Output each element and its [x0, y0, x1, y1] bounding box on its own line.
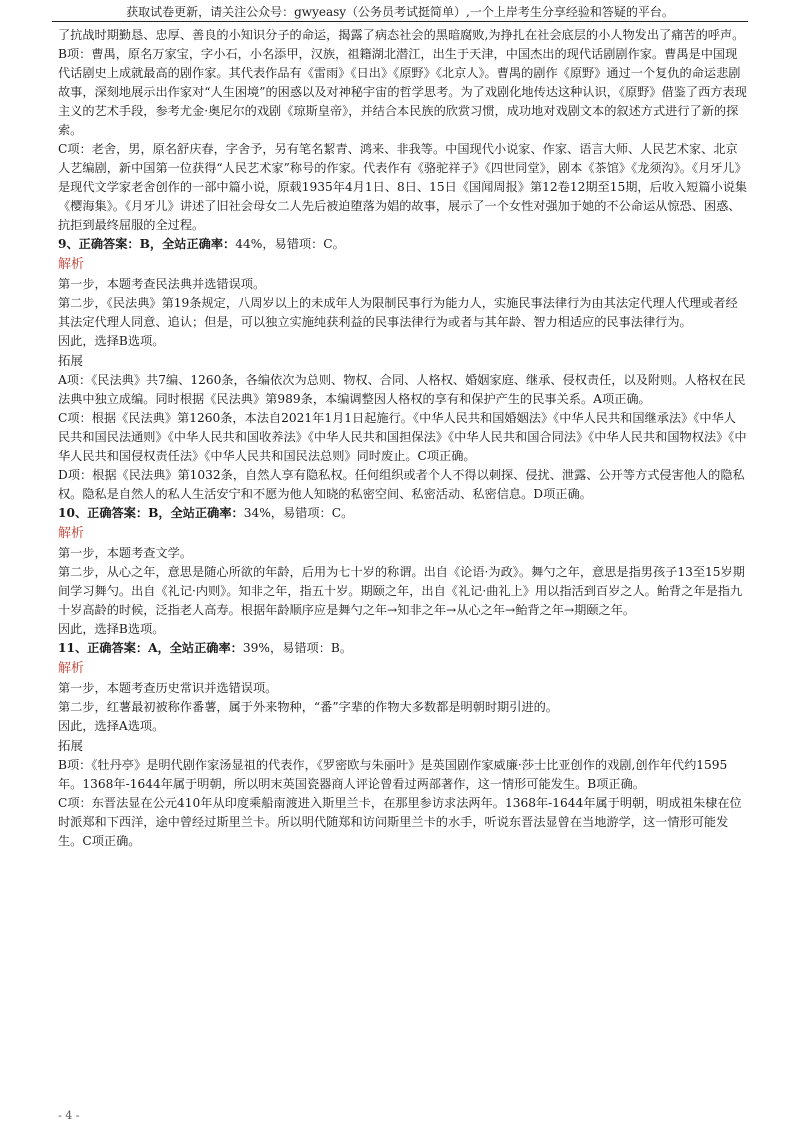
analysis-heading: 解析	[58, 257, 85, 272]
paragraph: 因此，选择A选项。	[58, 719, 165, 733]
paragraph: 了抗战时期勤恳、忠厚、善良的小知识分子的命运，揭露了病态社会的黑暗腐败,为挣扎在社会底层的小人物发出了痛苦的呼声。	[58, 28, 745, 42]
analysis-heading: 解析	[58, 526, 85, 541]
analysis-heading: 解析	[58, 661, 85, 676]
answer-accuracy-label: B，全站正确率：	[139, 237, 236, 251]
answer-line	[58, 504, 748, 523]
paragraph: D项：根据《民法典》第1032条，自然人享有隐私权。任何组织或者个人不得以刺探、侵扰、泄露、公开等方式侵害他人的隐私权。隐私是自然人的私人生活安宁和不愿为他人知晓的私密空间、私密活动、私密信息。D项正确。	[58, 468, 745, 501]
answer-accuracy-label: A，全站正确率：	[148, 641, 243, 655]
page-header: 获取试卷更新，请关注公众号：gwyeasy（公务员考试挺简单）,一个上岸考生分享经验和答疑的平台。	[126, 5, 674, 19]
paragraph: 第一步，本题考查文学。	[58, 546, 193, 560]
paragraph: B项：曹禺，原名万家宝，字小石，小名添甲，汉族，祖籍湖北潜江，出生于天津，中国杰出的现代话剧剧作家。曹禺是中国现代话剧史上成就最高的剧作家。其代表作品有《雷雨》《日出》《原野》《北京人》。曹禺的剧作《原野》通过一个复仇的命运悲剧故事，深刻地展示出作家对“人生困境”的困惑以及对神秘宇宙的哲学思考。为了戏剧化地传达这种认识，《原野》借鉴了西方表现主义的艺术手段，参考尤金·奥尼尔的戏剧《琼斯皇帝》，并结合本民族的欣赏习惯，成功地对戏剧文本的叙述方式进行了新的探索。	[58, 47, 747, 137]
answer-label: 10、正确答案：	[58, 506, 149, 520]
paragraph: B项：《牡丹亭》是明代剧作家汤显祖的代表作，《罗密欧与朱丽叶》是英国剧作家威廉·莎士比亚创作的戏剧,创作年代约1595年。1368年-1644年属于明朝，所以明末英国瓷器商人评论曾看过两部著作，这一情形可能发生。B项正确。	[58, 758, 728, 791]
paragraph: 因此，选择B选项。	[58, 622, 165, 636]
answer-line	[58, 235, 748, 254]
paragraph: 第一步，本题考查历史常识并选错误项。	[58, 681, 278, 695]
extension-heading: 拓展	[58, 353, 84, 368]
paragraph: C项：东晋法显在公元410年从印度乘船南渡进入斯里兰卡，在那里参访求法两年。1368年-1644年属于明朝，明成祖朱棣在位时派郑和下西洋，途中曾经过斯里兰卡。所以明代随郑和访问斯里兰卡的水手，听说东晋法显曾在当地游学，这一情形可能发生。C项正确。	[58, 796, 742, 848]
answer-stats: 34%，易错项：C。	[243, 506, 354, 520]
paragraph: 第二步，从心之年，意思是随心所欲的年龄，后用为七十岁的称谓。出自《论语·为政》。舞勺之年，意思是指男孩子13至15岁期间学习舞勺。出自《礼记·内则》。知非之年，指五十岁。期颐之年，出自《礼记·曲礼上》用以指活到百岁之人。鲐背之年是指九十岁高龄的时候，泛指老人高寿。根据年龄顺序应是舞勺之年→知非之年→从心之年→鲐背之年→期颐之年。	[58, 565, 745, 617]
paragraph: 因此，选择B选项。	[58, 334, 165, 348]
page-number: - 4 -	[58, 1109, 80, 1122]
answer-line	[58, 639, 748, 658]
paragraph: 第二步，《民法典》第19条规定，八周岁以上的未成年人为限制民事行为能力人，实施民事法律行为由其法定代理人代理或者经其法定代理人同意、追认；但是，可以独立实施纯获利益的民事法律行为或者与其年龄、智力相适应的民事法律行为。	[58, 296, 738, 329]
answer-accuracy-label: B，全站正确率：	[148, 506, 244, 520]
answer-stats: 44%，易错项：C。	[235, 237, 345, 251]
answer-label: 9、正确答案：	[58, 237, 140, 251]
header-divider	[52, 21, 748, 22]
document-body	[58, 26, 748, 851]
paragraph: 第二步，红薯最初被称作番薯，属于外来物种，“番”字辈的作物大多数都是明朝时期引进的。	[58, 700, 558, 714]
paragraph: C项：根据《民法典》第1260条，本法自2021年1月1日起施行。《中华人民共和国婚姻法》《中华人民共和国继承法》《中华人民共和国民法通则》《中华人民共和国收养法》《中华人民共和国担保法》《中华人民共和国合同法》《中华人民共和国物权法》《中华人民共和国侵权责任法》《中华人民共和国民法总则》同时废止。C项正确。	[58, 411, 747, 463]
paragraph: A项：《民法典》共7编、1260条，各编依次为总则、物权、合同、人格权、婚姻家庭、继承、侵权责任，以及附则。人格权在民法典中独立成编。同时根据《民法典》第989条，本编调整因人格权的享有和保护产生的民事关系。A项正确。	[58, 373, 746, 406]
answer-stats: 39%，易错项：B。	[242, 641, 353, 655]
extension-heading: 拓展	[58, 738, 84, 753]
paragraph: 第一步，本题考查民法典并选错误项。	[58, 277, 266, 291]
paragraph: C项：老舍，男，原名舒庆春，字舍予，另有笔名絜青、鸿来、非我等。中国现代小说家、作家、语言大师、人民艺术家、北京人艺编剧，新中国第一位获得“人民艺术家”称号的作家。代表作有《骆驼祥子》《四世同堂》，剧本《茶馆》《龙须沟》。《月牙儿》是现代文学家老舍创作的一部中篇小说，原载1935年4月1日、8日、15日《国闻周报》第12卷12期至15期，后收入短篇小说集《樱海集》。《月牙儿》讲述了旧社会母女二人先后被迫堕落为娼的故事，展示了一个女性对强加于她的不公命运从惊恐、困惑、抗拒到最终屈服的全过程。	[58, 142, 748, 232]
answer-label: 11、正确答案：	[58, 641, 149, 655]
